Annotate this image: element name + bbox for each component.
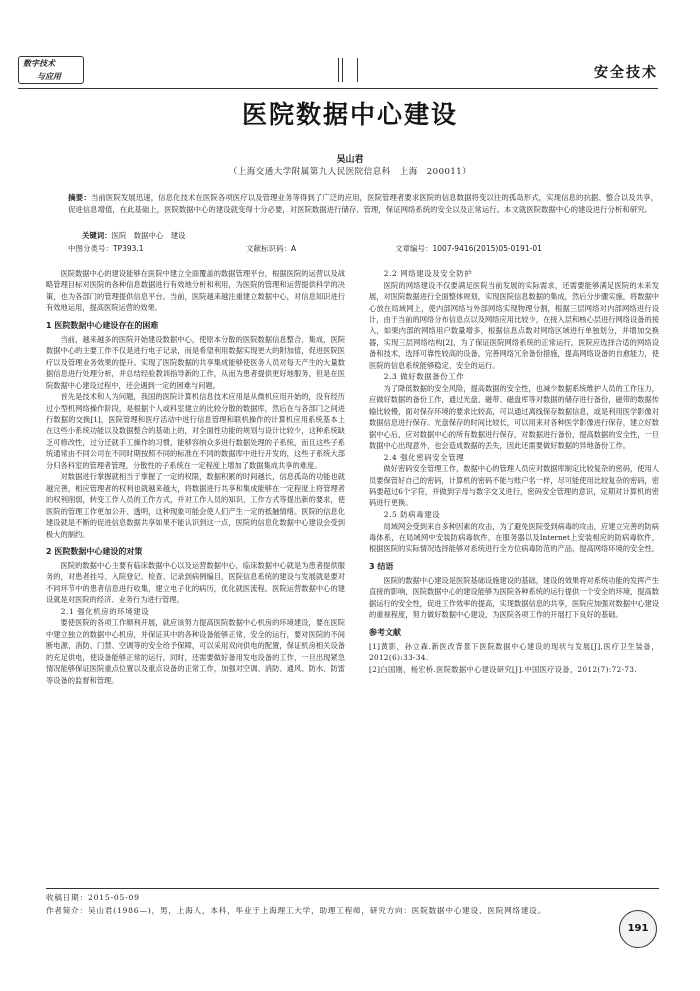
abstract [68,192,658,216]
reference-item: [2]白国刚，杨宏桥.医院数据中心建设研究[J].中国医疗设备，2012(7):72-73. [369,664,638,674]
document-code: 文献标识码：A [246,244,297,253]
page-number-badge [619,910,657,948]
right-column [369,268,659,675]
clc-number: 中图分类号：TP393.1 [68,244,144,253]
header-divider [342,58,343,82]
body-paragraph: 医院的数据中心主要有临床数据中心以及运营数据中心，临床数据中心就是为患者提供服务的，对患者挂号、入院登记、检查、记录到病例编目，医院信息系统的建设与发展就是要对不同环节中的患者信息进行收集，建立电子化的病历，优化就医流程。医院运营数据中心的建设就是对医院的经济、业务行为进行管理。 [46,560,345,605]
references-heading: 参考文献 [369,627,401,637]
header-divider [357,58,358,82]
abstract-label: 摘要： [68,193,91,202]
journal-name-line2: 与应用 [37,72,61,81]
article-number: 文章编号：1007-9416(2015)05-0191-01 [395,244,542,253]
section-heading: 3 结语 [369,561,394,571]
body-paragraph: 做好密码安全管理工作，数据中心的管理人员应对数据库制定比较复杂的密码，使用人员要保管好自己的密码，计算机的密码不能与账户名一样，尽可能使用比较复杂的密码，密码要超过6个字符，并做到字母与数字交叉进行，密码安全管理的意识，定期对计算机的密码进行更换。 [369,464,660,508]
body-paragraph: 医院的网络建设不仅要满足医院当前发展的实际需求，还需要能够满足医院的未来发展，对医院数据进行全面整体规划，实现医院信息数据的集成，然后分步骤实施，将数据中心放在局域网上，使内部网络与外部网络实现物理分割，根据三层网络对内部网络进行设计，由于当前的网络分布信息点以及网络应用比较少，在接入层和核心层进行网络设备的接入，如果内部的网络用户数量增多，根据信息点数对网络区域进行单独划分，并增加交换器，实现三层网络结构[2]，为了保证医院网络系统的正常运行，医院应选择合适的网络设备和技术，选择可靠性较高的设备，完善网络冗余备份措施，提高网络设备的自愈能力，使医院的信息系统能够稳定、安全的运行。 [369,280,660,370]
author-name: 吴山君 [336,155,364,165]
received-date: 收稿日期：2015-05-09 [46,893,140,902]
keywords-label: 关键词： [82,231,112,240]
keywords-text: 医院 数据中心 建设 [111,231,186,240]
journal-name-line1: 数字技术 [23,59,55,68]
author-bio: 作者简介：吴山君(1986—)，男，上海人，本科，毕业于上海理工大学，助理工程师，研究方向：医院数据中心建设、医院网络建设。 [46,906,547,915]
section-heading: 1 医院数据中心建设存在的困难 [46,320,159,330]
section-heading: 2 医院数据中心建设的对策 [46,546,143,556]
subsection-heading: 2.2 网络建设及安全防护 [383,269,473,278]
body-paragraph: 当前，越来越多的医院开始建设数据中心，使原本分散的医院数据信息整合、集成，医院数据中心的主要工作不仅是进行电子记录，而是希望利用数据实现更大的附加值，促进医院医疗以及管理业务效果的提升。实现了医院数据的共享集成能够使医务人员对每天产生的大量数据信息进行处理分析，并总结经验教训指导新的工作，从而为患者提供更好地服务，但是在医院数据中心建设过程中，还会遇到一定的困难与问题。 [46,334,345,390]
intro-paragraph: 医院数据中心的建设能够在医院中建立全面覆盖的数据管理平台，根据医院的运营以及战略管理目标对医院的各种信息数据进行有效地分析和利用，为医院的管理和运营提供科学的决策，也为各部门的管理提供信息平台。当前，医院越来越注重建立数据中心，对信息知识进行有效地运用，提高医院运营的效果。 [46,269,345,313]
author-affiliation: （上海交通大学附属第九人民医院信息科 上海 200011） [228,167,472,177]
body-paragraph: 为了降低数据的安全风险，提高数据的安全性，也减少数据系统维护人员的工作压力，应做好数据的备份工作，通过光盘、磁带、磁盘库等对数据的储存进行备份，磁带的数据传输比较慢，面对保存环境的要求比较高，可以通过离线保存数据信息，或是利用医学影像对数据信息进行保存。光盘保存的时间比较长，可以用来对各种医学影像进行保存，建立好数据中心后，应对数据中心的所有数据进行保存，对数据进行备份，提高数据的安全性，一旦数据中心出现意外，也会造成数据的丢失，因此还需要做好数据的异地备份工作。 [369,383,660,451]
subsection-heading: 2.1 强化机房的环境建设 [60,606,150,616]
subsection-heading: 2.4 强化密码安全管理 [383,452,465,462]
body-paragraph: 对数据进行掌握就相当于掌握了一定的权限，数据积累的时间越长，信息孤岛的功能也就越完善，相应管理者的权利也就越来越大，将数据进行共享和集成能够在一定程度上将管理者的权利削弱，转变工作人员的工作方式，并对工作人员的知识、工作方式等提出新的要求，使医院的管理工作更加公开、透明，这种现象可能会使人们产生一定的抵触情绪。医院的信息化建设就是不断的促进信息数据共享如果不能认识到这一点，医院的信息化数据中心建设会受到极大的制约。 [46,472,345,539]
keywords [82,230,186,241]
abstract-text: 当前医院发展迅速，信息化技术在医院各项医疗以及管理业务等得到了广泛的应用，医院管理者要求医院的信息数据将变以往的孤岛形式，实现信息的抗据、整合以及共享，促进信息增值，在此基础上，医院数据中心的建设就变得十分必要，对医院数据进行储存、管理，保证网络系统的安全以及正常运行。本文就医院数据中心的建设进行分析和研究。 [68,193,658,215]
body-paragraph: 首先是技术和人为问题，我国的医院计算机信息技术应用是从微机应用开始的，没有经历过小型机网络操作阶段，是根据个人或科室建立的比较分散的数据库，然后在与各部门之间进行数据的交换[1]，医院管理和医疗活动中进行信息管理和联机操作的计算机应用系统基本上在这些小系统功能以及数据整合的基础上的，对全面性功能的规划与设计比较少，这种系统缺乏可修改性，过分迁就手工操作的习惯，能够容纳众多进行数据处理的子系统，而且这些子系统通常由不同公司在不同时期按照不同的标准在不同的数据库中进行开发的，这些子系统大部分归各科室的管理者管理，分散性的子系统在一定程度上增加了数据集成共享的难度。 [46,392,345,470]
article-title: 医院数据中心建设 [241,100,458,129]
reference-item: [1]黄影，孙立森.新医改背景下医院数据中心建设的现状与发展[J].医疗卫生装备，2012(6):33-34. [369,641,659,663]
left-column [46,268,345,686]
header-divider [338,58,339,82]
footer-rule [46,888,659,889]
header-rule [18,88,658,89]
subsection-heading: 2.5 防病毒建设 [383,509,441,519]
body-paragraph: 局域网会受到来自多种因素的攻击，为了避免医院受到病毒的攻击，应建立完善的防病毒体系，在局域网中安装防病毒软件，在服务器以及Internet上安装相应的防病毒软件，根据医院的实际情况选择能够对系统进行全方位病毒防范的产品，提高网络环境的安全性。 [369,521,660,554]
body-paragraph: 医院的数据中心建设是医院基础设施建设的基础，建设的效果将对系统功能的发挥产生直接的影响，医院数据中心的建设能够为医院各种系统的运行提供一个安全的环境，提高数据运行的安全性，促进工作效率的提高，实现数据信息的共享，医院应加强对数据中心建设的重视程度，努力做好数据中心建设，为医院各项工作的开展打下良好的基础。 [369,575,660,620]
body-paragraph: 要使医院的各项工作顺利开展，就应该努力提高医院数据中心机房的环境建设，要在医院中建立独立的数据中心机房，并保证其中的各种设备能够正常、安全的运行，要对医院的不间断电源、消防、门禁、空调等的安全给予保障，可以采用双向供电的配置，保证机房相关设备的充足供电，使设备能够正常的运行，同时，还需要做好备用发电设备的工作，一旦出现紧急情况能够保证医院重点位置以及重点设备的正常工作，加强对空调、消防、通风、防水、防雷等设备的监督和管理。 [46,618,345,685]
subsection-heading: 2.3 做好数据备份工作 [383,372,465,382]
journal-logo [18,56,84,84]
page-number: 191 [627,923,649,934]
section-label: 安全技术 [594,65,658,81]
